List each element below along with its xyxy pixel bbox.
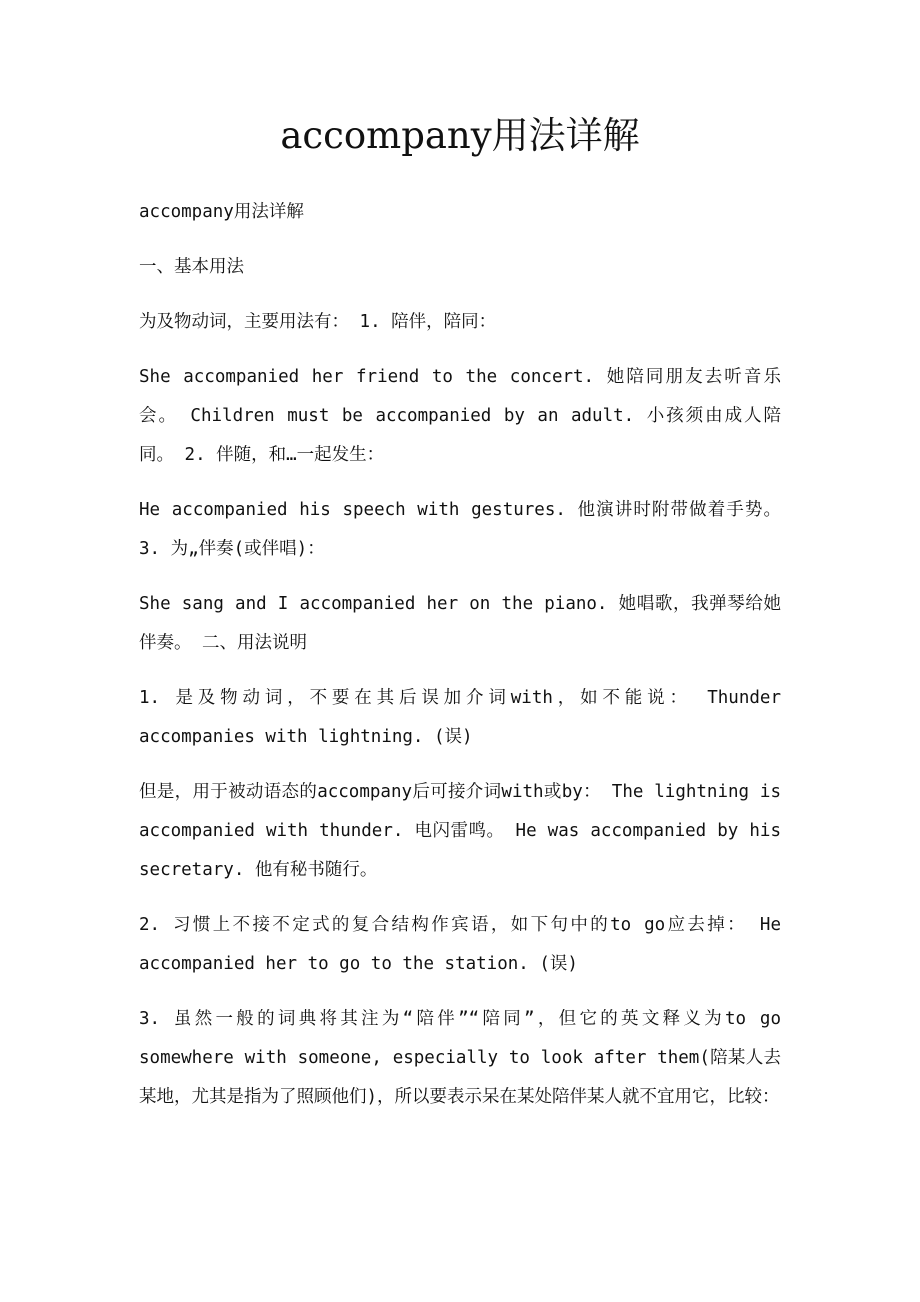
paragraph-example-1: She accompanied her friend to the concert. 她陪同朋友去听音乐会。 Children must be accompanied by an adult. 小孩须由成人陪同。 2. 伴随，和…一起发生： bbox=[139, 367, 781, 465]
paragraph-section-heading: 一、基本用法 bbox=[139, 257, 244, 277]
paragraph-example-3: She sang and I accompanied her on the piano. 她唱歌，我弹琴给她伴奏。 二、用法说明 bbox=[139, 594, 781, 653]
paragraph-subtitle: accompany用法详解 bbox=[139, 202, 304, 222]
paragraph-usage-1: 1. 是及物动词，不要在其后误加介词with，如不能说： Thunder accompanies with lightning. (误) bbox=[139, 688, 781, 747]
paragraph-intro: 为及物动词，主要用法有： 1. 陪伴，陪同： bbox=[139, 312, 497, 332]
paragraph-usage-passive: 但是，用于被动语态的accompany后可接介词with或by： The lightning is accompanied with thunder. 电闪雷鸣。 He was accompanied by his secretary. 他有秘书随行。 bbox=[139, 782, 781, 880]
paragraph-usage-3: 3. 虽然一般的词典将其注为“陪伴”“陪同”，但它的英文释义为to go somewhere with someone, especially to look after them(陪某人去某地，尤其是指为了照顾他们)，所以要表示呆在某处陪伴某人就不宜用它，比较： bbox=[139, 1009, 781, 1107]
paragraph-example-2: He accompanied his speech with gestures. 他演讲时附带做着手势。 3. 为„伴奏(或伴唱)： bbox=[139, 500, 781, 559]
document-body bbox=[139, 193, 781, 1117]
paragraph-usage-2: 2. 习惯上不接不定式的复合结构作宾语，如下句中的to go应去掉： He accompanied her to go to the station. (误) bbox=[139, 915, 781, 974]
document-title: accompany用法详解 bbox=[280, 114, 640, 157]
